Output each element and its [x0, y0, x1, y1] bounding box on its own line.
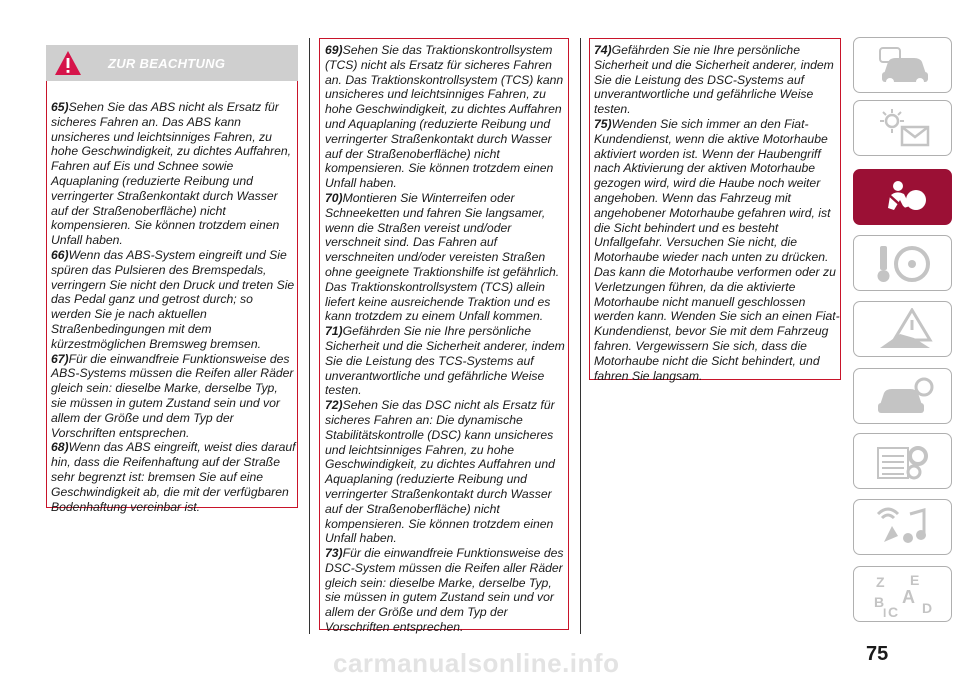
- tab-technical-data[interactable]: [853, 433, 952, 489]
- safety-airbag-icon: [874, 176, 934, 220]
- paragraph-68: 68)Wenn das ABS eingreift, weist dies darauf hin, dass die Reifenhaftung auf der Straße sehr begrenzt ist: bremsen Sie auf eine Geschwindigkeit ab, die mit der verfügbaren Bodenhaftung vereinbar ist.: [51, 440, 296, 514]
- paragraph-75: 75)Wenden Sie sich immer an den Fiat-Kundendienst, wenn die aktive Motorhaube aktiviert worden ist. Wenn der Haubengriff nach Aktivierung der aktiven Motorhaube gezogen wird, wird die Haube noch weiter angehoben. Wenn das Fahrzeug mit angehobener Motorhaube gefahren wird, ist die Sicht behindert und es besteht Unfallgefahr. Versuchen Sie nicht, die Motorhaube wieder nach unten zu drücken. Das kann die Motorhaube verformen oder zu Verletzungen führen, da die aktivierte Motorhaube nicht manuell geschlossen werden kann. Wenden Sie sich an einen Fiat-Kundendienst, bevor Sie mit dem Fahrzeug fahren. Vergewissern Sie sich, dass die Motorhaube nicht die Sicht behindert, und fahren Sie langsam.: [594, 116, 840, 383]
- car-dashboard-icon: [874, 44, 934, 88]
- index-letter-d: D: [922, 600, 933, 616]
- maintenance-gears-icon: [874, 440, 934, 484]
- page-number: 75: [866, 643, 889, 665]
- paragraph-69: 69)Sehen Sie das Traktionskontrollsystem (TCS) nicht als Ersatz für sicheres Fahren an. Das Traktionskontrollsystem (TCS) kann unsicheres und leichtsinniges Fahren, zu hohe Geschwindigkeit, zu dichtes Auffahren und Aquaplaning (reduzierte Reibung und verringerter Straßenkontakt durch Wasser auf der Straßenoberfläche) nicht kompensieren. Sie können trotzdem einen Unfall haben.: [325, 43, 564, 191]
- paragraph-70: 70)Montieren Sie Winterreifen oder Schneeketten und fahren Sie langsamer, wenn die Straßen vereist und/oder verschneit sind. Das Fahren auf verschneiten und/oder vereisten Straßen ohne geeignete Traktionshilfe ist gefährlich. Das Traktionskontrollsystem (TCS) allein liefert keine ausreichende Traktion und es kann trotzdem zu einem Unfall kommen.: [325, 190, 560, 324]
- column-1-text: [51, 100, 296, 514]
- index-letter-z: Z: [876, 574, 885, 590]
- tab-safety[interactable]: [853, 169, 952, 225]
- emergency-warning-triangle-icon: [874, 308, 934, 352]
- column-divider-1: [309, 38, 310, 634]
- tab-emergency[interactable]: [853, 301, 952, 357]
- index-letter-i: I: [883, 606, 887, 617]
- warning-triangle-icon: [54, 49, 82, 77]
- paragraph-65: 65)Sehen Sie das ABS nicht als Ersatz für sicheres Fahren an. Das ABS kann unsicheres und leichtsinniges Fahren, zu hohe Geschwindigkeit, zu dichtes Auffahren, Fahren auf Eis und Schnee sowie Aquaplaning (reduzierte Reibung und verringerter Straßenkontakt durch Wasser auf der Straßenoberfläche) nicht kompensieren. Sie können trotzdem einen Unfall haben.: [51, 100, 292, 248]
- index-letter-b: B: [874, 594, 885, 610]
- tab-index[interactable]: [853, 566, 952, 622]
- paragraph-71: 71)Gefährden Sie nie Ihre persönliche Sicherheit und die Sicherheit anderer, indem Sie die Leistung des TCS-Systems auf unverantwortliche und gefährliche Weise testen.: [325, 324, 565, 398]
- warning-note-title: ZUR BEACHTUNG: [108, 56, 226, 71]
- column-divider-2: [580, 38, 581, 634]
- tab-multimedia[interactable]: [853, 499, 952, 555]
- paragraph-73: 73)Für die einwandfreie Funktionsweise des DSC-System müssen die Reifen aller Räder gleich sein: dieselbe Marke, derselbe Typ, sie müssen in gutem Zustand sein und vor allem der Größe und dem Typ der Vorschriften entsprechen.: [325, 546, 564, 635]
- tab-warning-lights[interactable]: [853, 100, 952, 156]
- multimedia-icon: [874, 506, 934, 550]
- warning-lights-icon: [874, 107, 934, 151]
- tab-maintenance[interactable]: [853, 368, 952, 424]
- index-letter-a: A: [902, 587, 915, 607]
- column-2-text: [325, 43, 567, 635]
- paragraph-66: 66)Wenn das ABS-System eingreift und Sie spüren das Pulsieren des Bremspedals, verringern Sie nicht den Druck und treten Sie das Pedal ganz und getrost durch; so werden Sie je nach aktuellen Straßenbedingungen mit dem kürzestmöglichen Bremsweg bremsen.: [51, 247, 295, 351]
- tab-dashboard[interactable]: [853, 37, 952, 93]
- watermark: carmanualsonline.info: [333, 648, 620, 678]
- index-letter-e: E: [910, 573, 920, 588]
- index-letter-c: C: [888, 604, 899, 617]
- tab-start-drive[interactable]: [853, 235, 952, 291]
- index-alphabet-icon: [874, 573, 934, 617]
- key-steering-wheel-icon: [874, 242, 934, 286]
- paragraph-72: 72)Sehen Sie das DSC nicht als Ersatz für sicheres Fahren an: Die dynamische Stabilitätskontrolle (DSC) kann unsicheres und leichtsinniges Fahren, zu hohe Geschwindigkeit, zu dichtes Auffahren und Aquaplaning (reduzierte Reibung und verringerter Straßenkontakt durch Wasser auf der Straßenoberfläche) nicht kompensieren. Sie können trotzdem einen Unfall haben.: [325, 398, 555, 546]
- warning-note-header: [46, 45, 298, 81]
- column-3-text: [594, 43, 840, 383]
- maintenance-car-icon: [874, 375, 934, 419]
- paragraph-67: 67)Für die einwandfreie Funktionsweise des ABS-Systems müssen die Reifen aller Räder gleich sein: dieselbe Marke, derselbe Typ, sie müssen in gutem Zustand sein und vor allem der Größe und dem Typ der Vorschriften entsprechen.: [51, 351, 294, 440]
- paragraph-74: 74)Gefährden Sie nie Ihre persönliche Sicherheit und die Sicherheit anderer, indem Sie die Leistung des DSC-Systems auf unverantwortliche und gefährliche Weise testen.: [594, 43, 834, 117]
